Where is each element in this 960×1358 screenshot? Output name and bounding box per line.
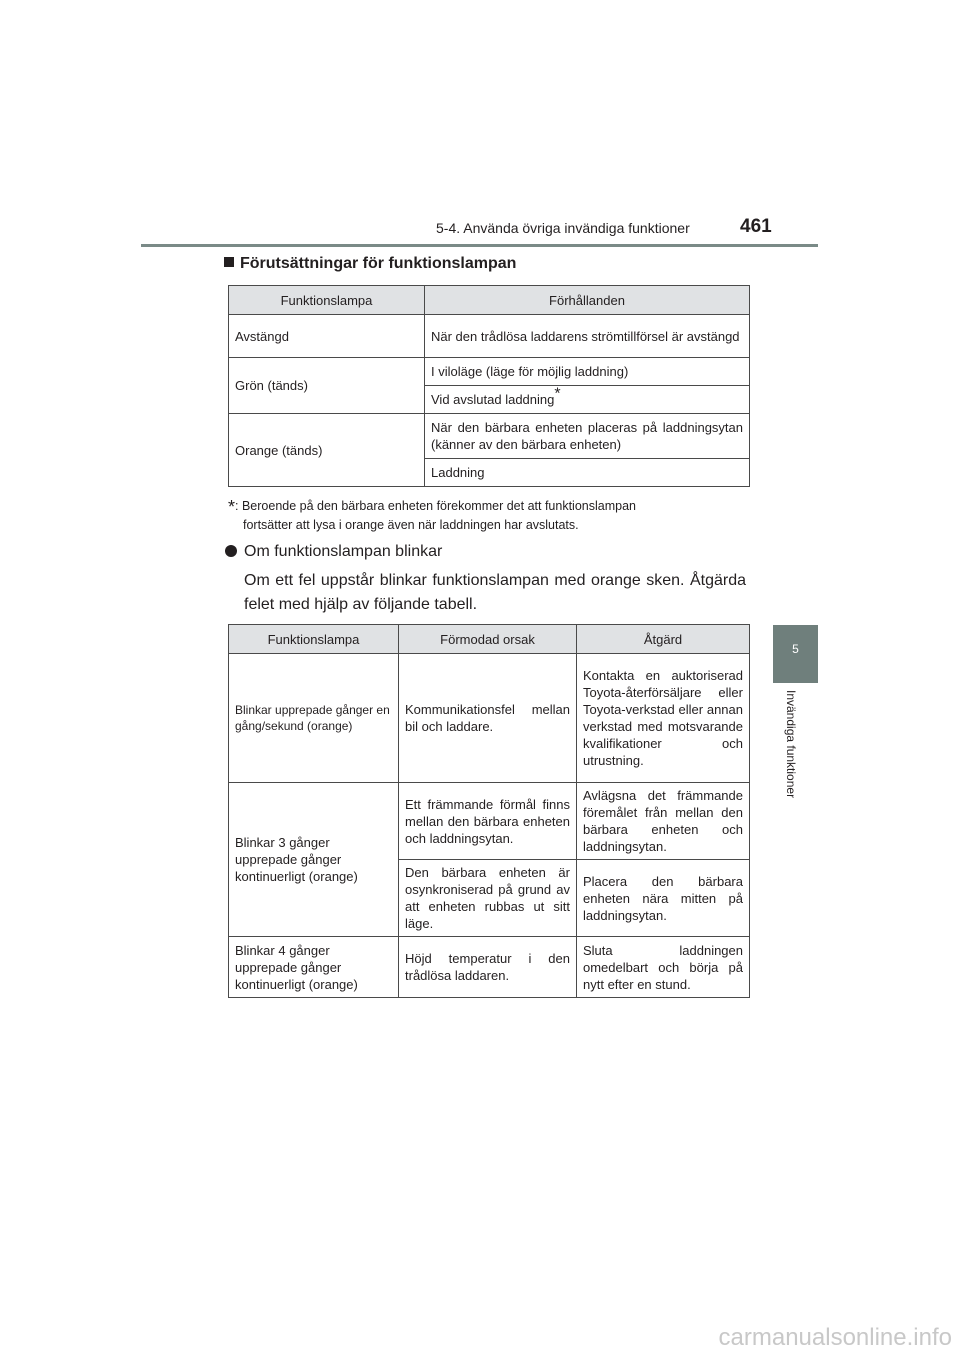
column-header: Åtgärd bbox=[577, 625, 750, 654]
footnote-marker: * bbox=[228, 497, 236, 517]
running-header: 5-4. Använda övriga invändiga funktioner bbox=[436, 220, 690, 236]
table-row bbox=[229, 315, 750, 358]
cause-cell: Höjd temperatur i den trådlösa laddaren. bbox=[399, 937, 577, 998]
bullet-heading-text: Om funktionslampan blinkar bbox=[244, 543, 443, 560]
condition-text: Vid avslutad laddning bbox=[431, 392, 555, 407]
column-header: Funktionslampa bbox=[229, 286, 425, 315]
action-cell: Avlägsna det främmande föremålet från mellan den bärbara enheten och laddningsytan. bbox=[577, 783, 750, 860]
condition-cell: När den bärbara enheten placeras på laddningsytan (känner av den bärbara enheten) bbox=[425, 414, 750, 459]
footnote bbox=[228, 497, 746, 534]
condition-cell: I viloläge (läge för möjlig laddning) bbox=[425, 358, 750, 386]
page-number: 461 bbox=[740, 216, 772, 237]
section-title: Förutsättningar för funktionslampan bbox=[240, 255, 517, 272]
cause-cell: Kommunikationsfel mellan bil och laddare. bbox=[399, 654, 577, 783]
condition-cell: När den trådlösa laddarens strömtillförsel är avstängd bbox=[425, 315, 750, 358]
lamp-pattern-cell: Blinkar 3 gånger upprepade gånger kontinuerligt (orange) bbox=[229, 783, 399, 937]
chapter-tab-label: Invändiga funktioner bbox=[784, 690, 798, 799]
square-bullet-icon bbox=[224, 257, 234, 267]
footnote-line bbox=[228, 497, 746, 516]
table-row bbox=[229, 358, 750, 386]
table-row bbox=[229, 654, 750, 783]
blinking-troubleshooting-table bbox=[228, 624, 750, 998]
body-paragraph: Om ett fel uppstår blinkar funktionslampan med orange sken. Åtgärda felet med hjälp av följande tabell. bbox=[244, 572, 746, 613]
column-header: Funktionslampa bbox=[229, 625, 399, 654]
lamp-state-cell: Avstängd bbox=[229, 315, 425, 358]
table-header-row bbox=[229, 625, 750, 654]
lamp-conditions-table bbox=[228, 285, 750, 487]
lamp-state-cell: Orange (tänds) bbox=[229, 414, 425, 487]
action-cell: Kontakta en auktoriserad Toyota-återförsäljare eller Toyota-verkstad eller annan verkstad med motsvarande kvalifikationer och utrustning. bbox=[577, 654, 750, 783]
column-header: Förmodad orsak bbox=[399, 625, 577, 654]
action-cell: Sluta laddningen omedelbart och börja på nytt efter en stund. bbox=[577, 937, 750, 998]
footnote-marker: * bbox=[554, 385, 561, 403]
chapter-tab: 5 bbox=[773, 625, 818, 683]
footnote-text: : Beroende på den bärbara enheten förekommer det att funktionslampan bbox=[235, 499, 636, 513]
lamp-pattern-cell: Blinkar 4 gånger upprepade gånger kontinuerligt (orange) bbox=[229, 937, 399, 998]
condition-cell: Laddning bbox=[425, 459, 750, 487]
watermark-url: carmanualsonline.info bbox=[718, 1324, 952, 1351]
column-header: Förhållanden bbox=[425, 286, 750, 315]
header-rule bbox=[141, 244, 818, 247]
table-row bbox=[229, 414, 750, 459]
section-heading bbox=[224, 255, 516, 273]
lamp-pattern-cell: Blinkar upprepade gånger en gång/sekund (orange) bbox=[229, 654, 399, 783]
condition-cell bbox=[425, 386, 750, 414]
cause-cell: Ett främmande förmål finns mellan den bärbara enheten och laddningsytan. bbox=[399, 783, 577, 860]
lamp-state-cell: Grön (tänds) bbox=[229, 358, 425, 414]
table-row bbox=[229, 783, 750, 860]
footnote-line: fortsätter att lysa i orange även när laddningen har avslutats. bbox=[243, 518, 579, 532]
bullet-heading bbox=[225, 543, 442, 561]
action-cell: Placera den bärbara enheten nära mitten på laddningsytan. bbox=[577, 860, 750, 937]
table-row bbox=[229, 937, 750, 998]
table-header-row bbox=[229, 286, 750, 315]
round-bullet-icon bbox=[225, 545, 237, 557]
cause-cell: Den bärbara enheten är osynkroniserad på grund av att enheten rubbas ut sitt läge. bbox=[399, 860, 577, 937]
